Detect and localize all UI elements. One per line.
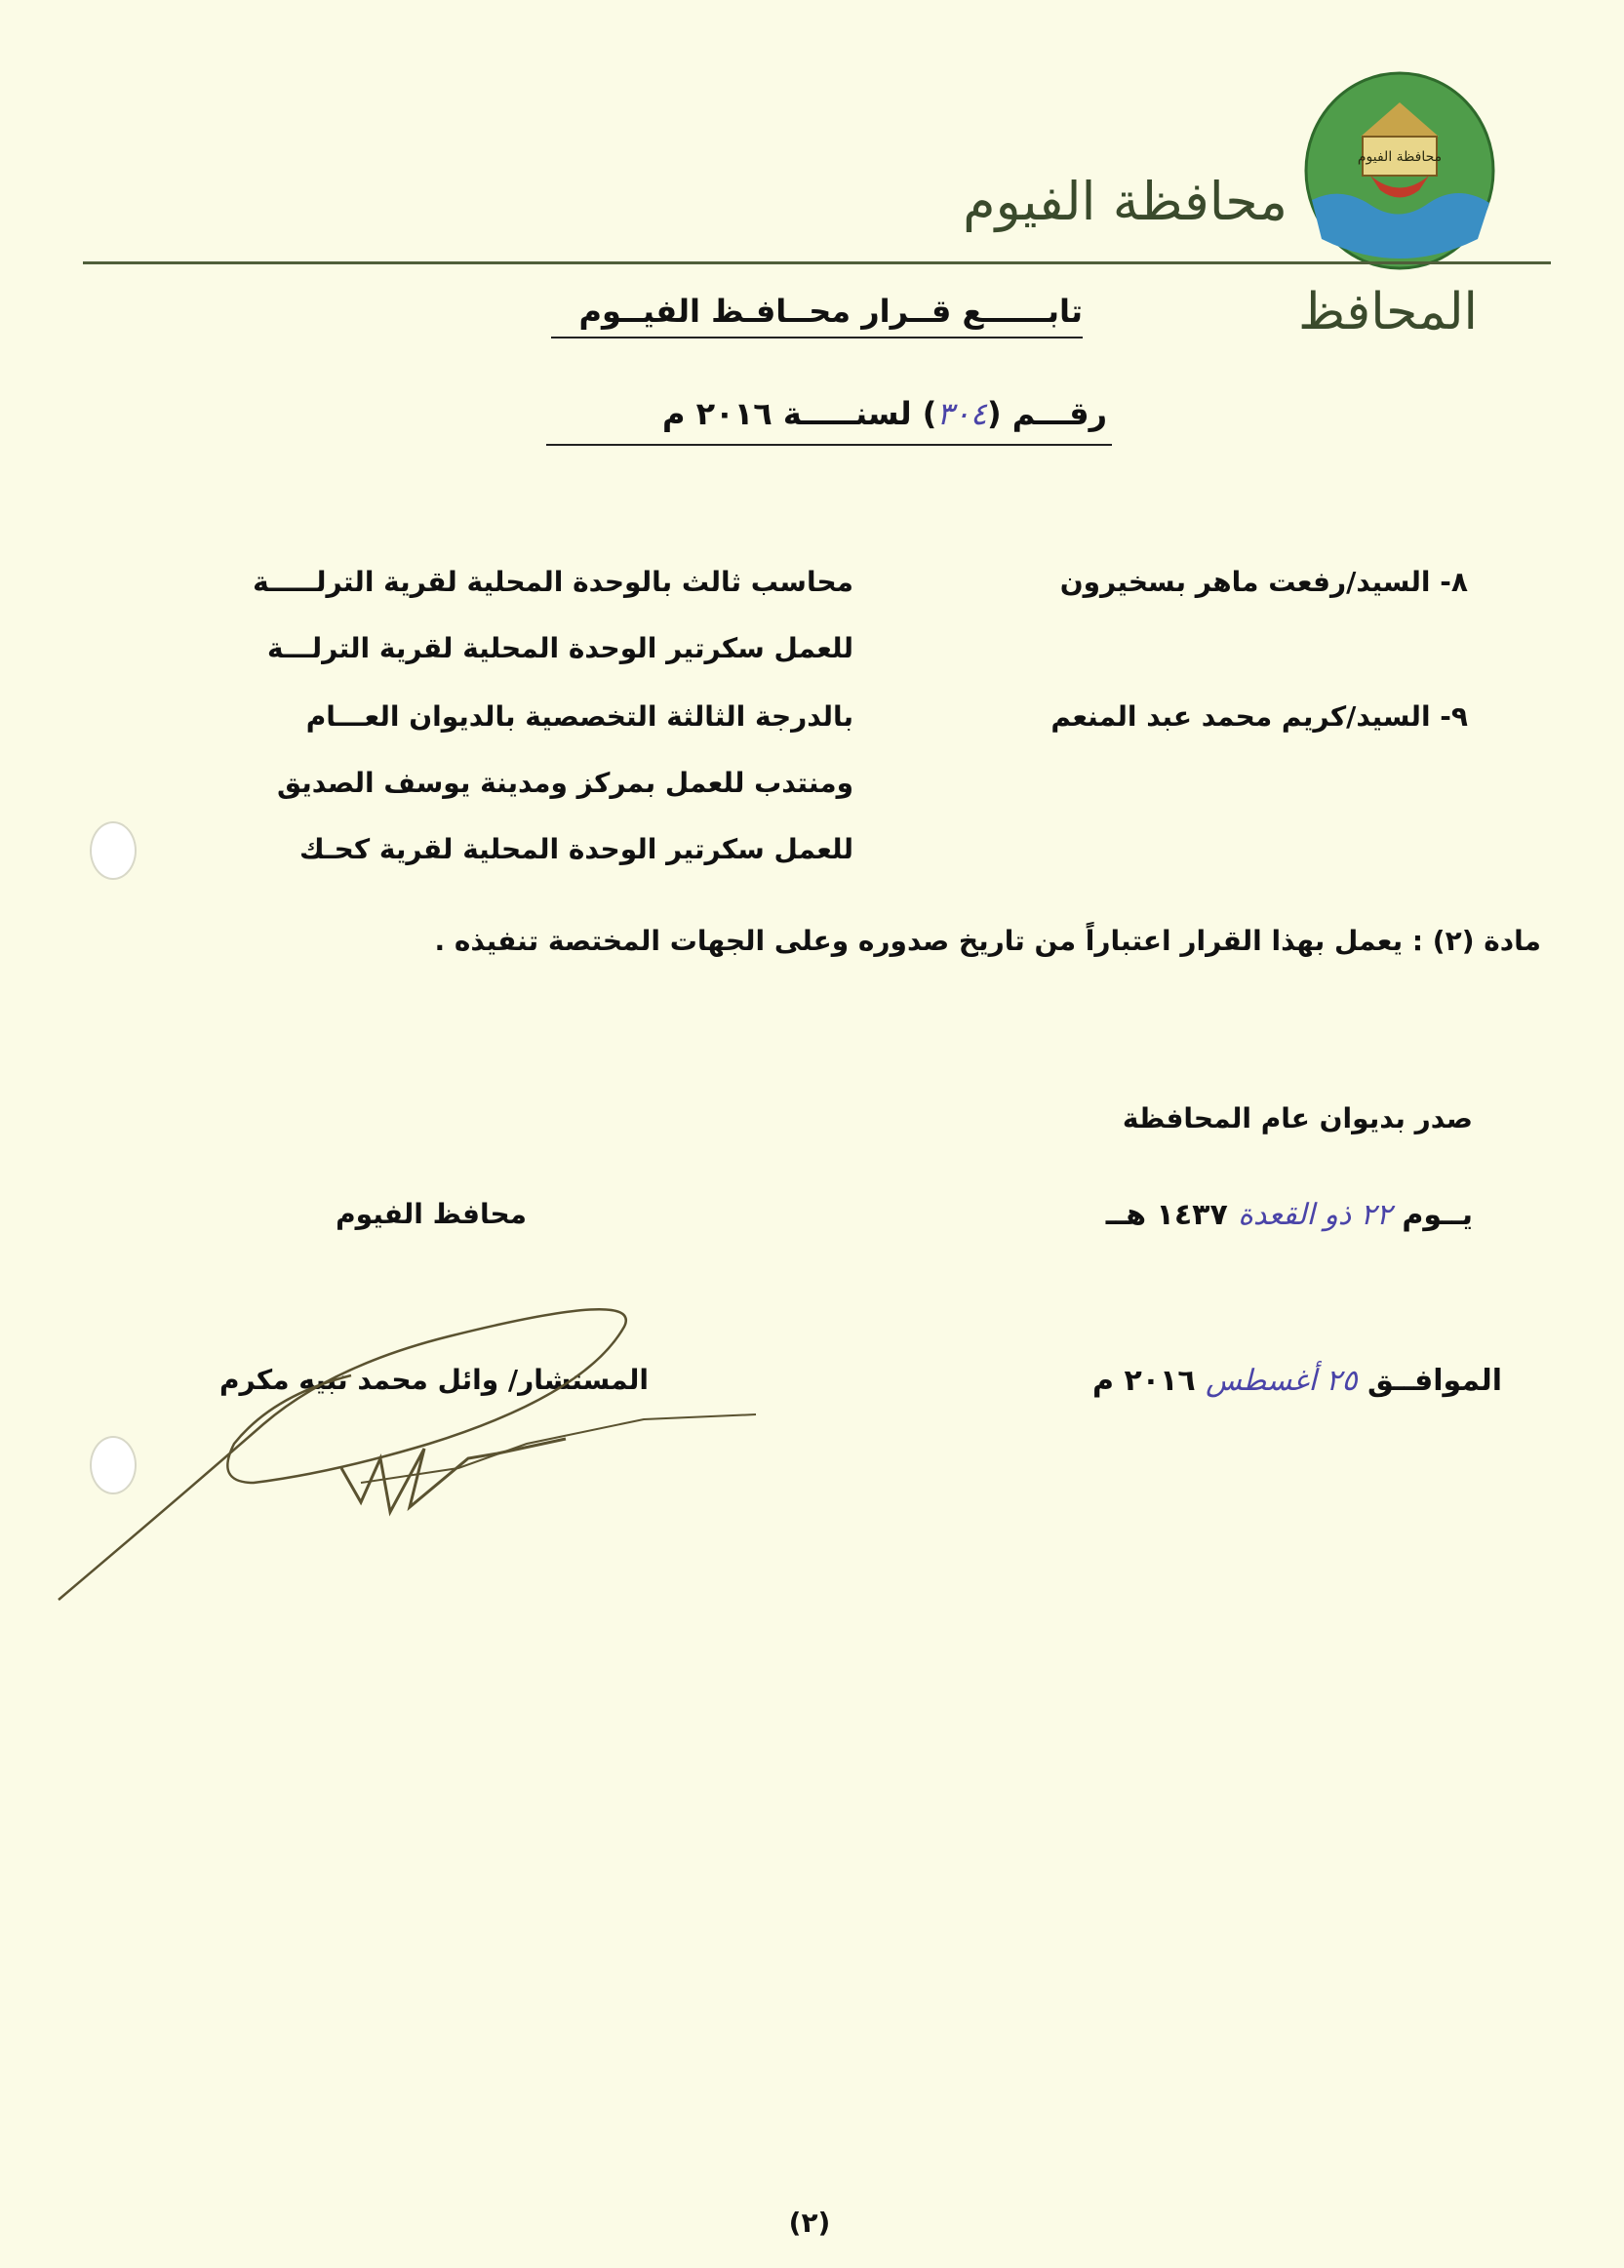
handwritten-gregorian-date: ٢٥ أغسطس xyxy=(1206,1364,1358,1398)
article-2: مادة (٢) : يعمل بهذا القرار اعتباراً من تاريخ صدوره وعلى الجهات المختصة تنفيذه . xyxy=(434,925,1541,957)
page-number: (٢) xyxy=(788,2207,831,2239)
list-item-role: ومنتدب للعمل بمركز ومدينة يوسف الصديق xyxy=(277,767,853,799)
list-item-role: للعمل سكرتير الوحدة المحلية لقرية كحـك xyxy=(299,833,853,865)
handwritten-signature xyxy=(39,1249,780,1619)
document-title: المحافظ xyxy=(1298,283,1478,341)
svg-text:محافظة الفيوم: محافظة الفيوم xyxy=(1357,149,1443,165)
decision-underline xyxy=(546,444,1112,446)
governorate-name: محافظة الفيوم xyxy=(963,171,1287,232)
followup-underline xyxy=(551,337,1083,338)
handwritten-decision-number: ٣٠٤ xyxy=(936,395,987,432)
decision-number: رقـــم (٣٠٤) لسنـــــة ٢٠١٦ م xyxy=(662,395,1107,432)
governorate-emblem xyxy=(1302,68,1497,273)
handwritten-hijri-date: ٢٢ ذو القعدة xyxy=(1238,1198,1392,1232)
issued-at: صدر بديوان عام المحافظة xyxy=(1122,1102,1473,1134)
list-item-name: ٩- السيد/كريم محمد عبد المنعم xyxy=(1050,700,1468,733)
signatory-title: محافظ الفيوم xyxy=(336,1198,527,1230)
signatory-name: المستشار/ وائل محمد نبيه مكرم xyxy=(218,1364,649,1396)
hijri-date: يــوم ٢٢ ذو القعدة ١٤٣٧ هــ xyxy=(1105,1198,1473,1232)
punch-hole xyxy=(90,821,137,880)
header-divider xyxy=(83,261,1551,264)
list-item-role: للعمل سكرتير الوحدة المحلية لقرية الترلـــة xyxy=(266,632,853,664)
punch-hole xyxy=(90,1436,137,1494)
list-item-role: بالدرجة الثالثة التخصصية بالديوان العـــام xyxy=(305,700,853,733)
followup-heading: تابــــــع قــرار محــافـظ الفيــوم xyxy=(578,293,1083,330)
gregorian-date: الموافــق ٢٥ أغسطس ٢٠١٦ م xyxy=(1092,1364,1502,1398)
list-item-name: ٨- السيد/رفعت ماهر بسخيرون xyxy=(1059,566,1468,598)
list-item-role: محاسب ثالث بالوحدة المحلية لقرية الترلـــــة xyxy=(253,566,853,598)
